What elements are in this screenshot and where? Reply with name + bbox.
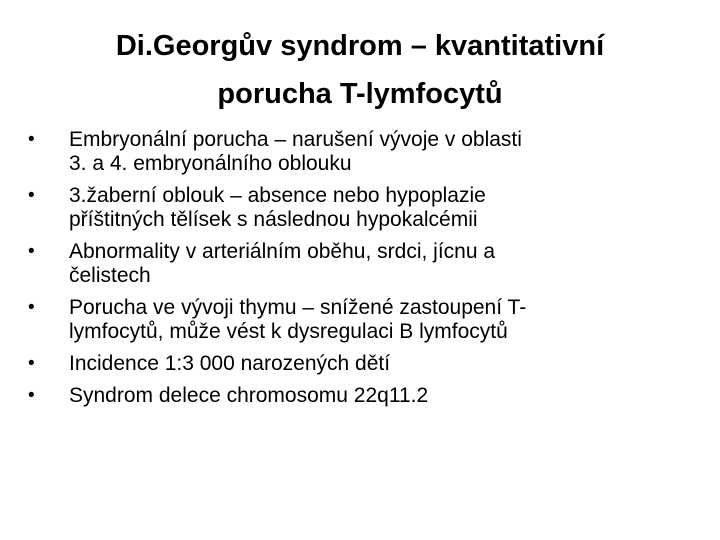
bullet-line: 3. a 4. embryonálního oblouku (69, 152, 352, 175)
bullet-line: 3.žaberní oblouk – absence nebo hypoplazie (69, 184, 486, 207)
title-line-1: Di.Georgův syndrom – kvantitativní (115, 30, 605, 62)
bullet-line: příštitných tělísek s následnou hypokalcémii (69, 208, 478, 231)
bullet-item (28, 184, 698, 232)
bullet-dot-icon: • (28, 297, 35, 318)
bullet-line: Porucha ve vývoji thymu – snížené zastoupení T- (69, 296, 527, 319)
bullet-item (28, 296, 698, 344)
bullet-dot-icon: • (28, 353, 35, 374)
bullet-line: Incidence 1:3 000 narozených dětí (69, 352, 391, 375)
bullet-item (28, 384, 698, 408)
bullet-line: Abnormality v arteriálním oběhu, srdci, jícnu a (69, 240, 496, 263)
bullet-line: lymfocytů, může vést k dysregulaci B lymfocytů (69, 320, 508, 343)
bullet-dot-icon: • (28, 129, 35, 150)
bullet-line: čelistech (69, 264, 151, 287)
title-line-2: porucha T-lymfocytů (217, 78, 503, 110)
bullet-dot-icon: • (28, 385, 35, 406)
bullet-line: Embryonální porucha – narušení vývoje v oblasti (69, 128, 522, 151)
bullet-line: Syndrom delece chromosomu 22q11.2 (69, 384, 429, 407)
bullet-item (28, 128, 698, 176)
bullet-item (28, 240, 698, 288)
slide-title (36, 22, 684, 118)
bullet-item (28, 352, 698, 376)
bullet-dot-icon: • (28, 185, 35, 206)
bullet-dot-icon: • (28, 241, 35, 262)
bullet-list (28, 128, 698, 416)
